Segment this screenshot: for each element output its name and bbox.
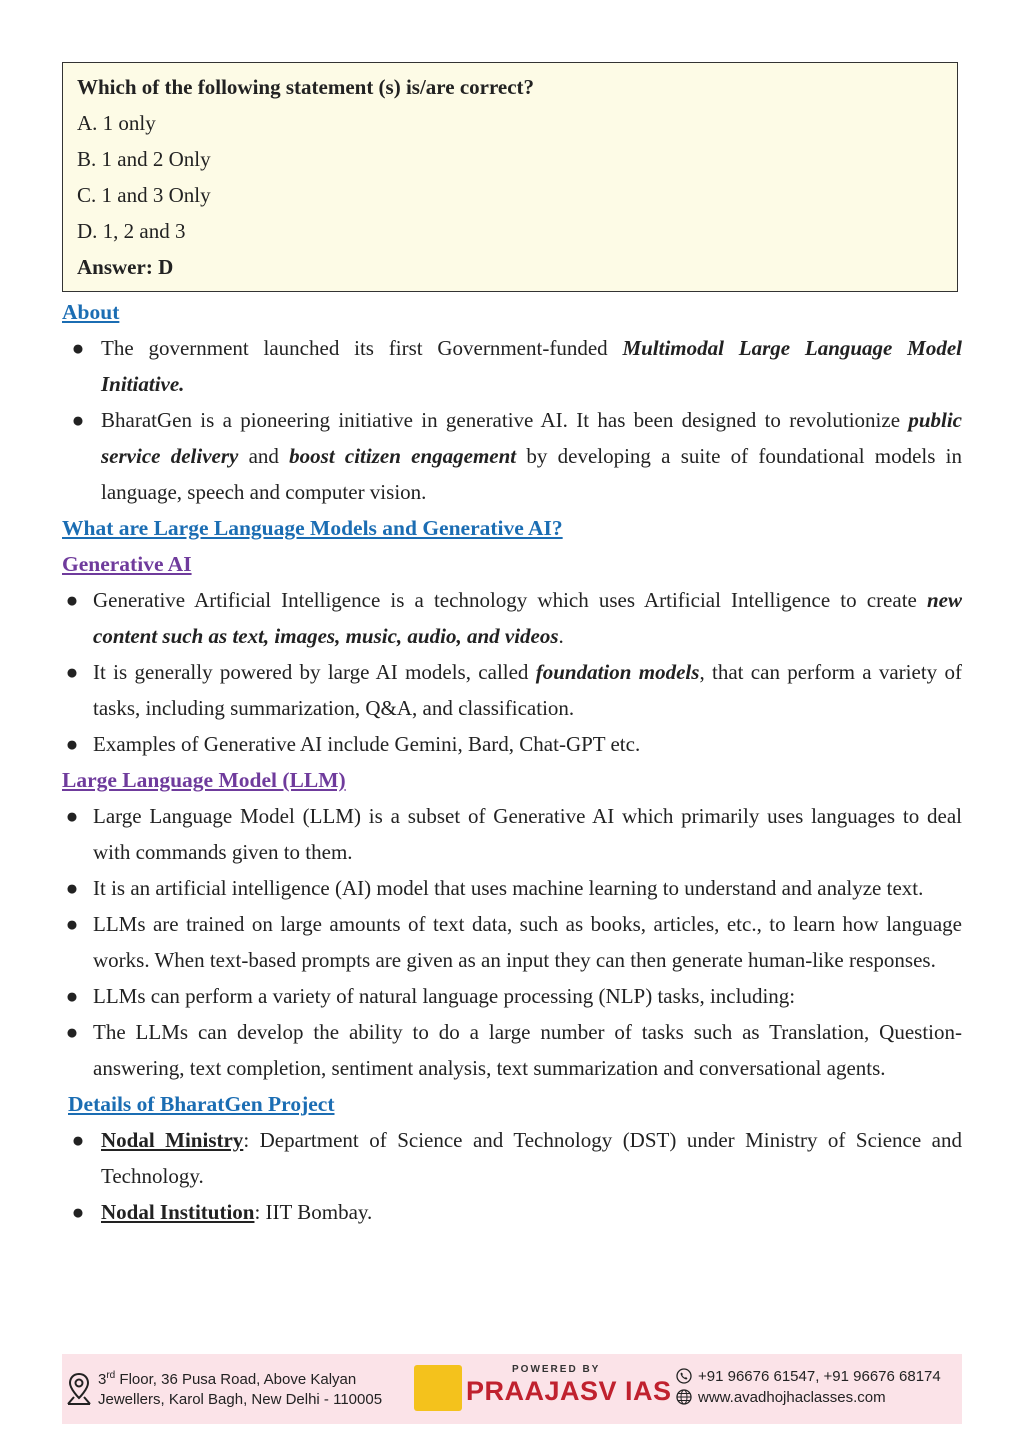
item-emphasis: new content such as text, images, music, audio, and videos [93,588,962,648]
item-text: The government launched its first Government-funded [101,336,623,360]
item-text: and [238,444,290,468]
item-text: LLMs are trained on large amounts of text data, such as books, articles, etc., to learn how language works. When text-based prompts are given as an input they can then generate human-like responses. [93,912,962,972]
list-item [62,870,962,906]
option-d: D. 1, 2 and 3 [77,219,186,243]
item-text: , that can perform a variety of tasks, including summarization, Q&A, and classification. [93,660,962,720]
address-line-2: Jewellers, Karol Bagh, New Delhi - 110005 [98,1391,383,1408]
address [98,1366,382,1410]
bullet-icon: ● [65,984,79,1008]
item-text: by developing a suite of foundational models in language, speech and computer vision. [101,444,963,504]
list-item [62,798,962,870]
item-label: Nodal Ministry [101,1128,244,1152]
list-item [62,402,962,510]
item-text: Examples of Generative AI include Gemini, Bard, Chat-GPT etc. [93,732,641,756]
bullet-icon: ● [71,408,85,432]
about-heading: About [62,300,120,324]
llm-genai-heading: What are Large Language Models and Generative AI? [62,516,563,540]
globe-icon [676,1389,692,1405]
list-item [62,1014,962,1086]
list-item [62,1194,962,1230]
phone-icon [676,1368,692,1384]
website-row [676,1387,941,1408]
item-emphasis: Multimodal Large Language Model Initiative. [101,336,962,396]
address-text: Floor, 36 Pusa Road, Above Kalyan [115,1371,357,1388]
bharatgen-heading: Details of BharatGen Project [68,1092,335,1116]
llm-heading: Large Language Model (LLM) [62,768,346,792]
item-emphasis: foundation models [535,660,700,684]
website-link[interactable]: www.avadhojhaclasses.com [698,1389,886,1406]
option-a: A. 1 only [77,111,156,135]
item-text: : IIT Bombay. [254,1200,373,1224]
bullet-icon: ● [65,1020,79,1044]
item-text: . [558,624,564,648]
item-emphasis: boost citizen engagement [289,444,517,468]
institute-logo [414,1365,462,1411]
contact-info [676,1366,941,1408]
about-list [62,330,962,510]
address-floor-number: 3 [98,1371,107,1388]
bullet-icon: ● [65,588,79,612]
item-text: The LLMs can develop the ability to do a large number of tasks such as Translation, Question-answering, text completion, sentiment analysis, text summarization and conversational agents. [93,1020,962,1080]
bullet-icon: ● [65,732,79,756]
phone-row [676,1366,941,1387]
bullet-icon: ● [65,804,79,828]
list-item [62,582,962,654]
article-body [62,294,962,1230]
item-text: It is an artificial intelligence (AI) model that uses machine learning to understand and analyze text. [93,876,924,900]
item-text: LLMs can perform a variety of natural language processing (NLP) tasks, including: [93,984,796,1008]
bullet-icon: ● [65,912,79,936]
genai-list [62,582,962,762]
bharatgen-list [62,1122,962,1230]
address-line-1 [98,1366,382,1390]
item-text: Generative Artificial Intelligence is a technology which uses Artificial Intelligence to create [93,588,927,612]
footer-band [62,1354,962,1424]
bullet-icon: ● [71,1200,85,1224]
bullet-icon: ● [65,660,79,684]
location-pin-icon [66,1372,92,1406]
option-c: C. 1 and 3 Only [77,183,211,207]
item-text: It is generally powered by large AI models, called [93,660,536,684]
question-box [62,62,958,292]
bullet-icon: ● [71,336,85,360]
item-emphasis: public service delivery [101,408,962,468]
llm-list [62,798,962,1086]
genai-heading: Generative AI [62,552,192,576]
list-item [62,978,962,1014]
item-label: Nodal Institution [101,1200,255,1224]
bullet-icon: ● [71,1128,85,1152]
bullet-icon: ● [65,876,79,900]
powered-by-label: POWERED BY [512,1364,601,1375]
list-item [62,654,962,726]
list-item [62,726,962,762]
answer: Answer: D [77,255,174,279]
address-superscript: rd [106,1370,116,1381]
phone-numbers[interactable]: +91 96676 61547, +91 96676 68174 [698,1368,941,1385]
brand-name: PRAAJASV IAS [466,1376,672,1406]
list-item [62,1122,962,1194]
option-b: B. 1 and 2 Only [77,147,211,171]
list-item [62,906,962,978]
list-item [62,330,962,402]
item-text: BharatGen is a pioneering initiative in generative AI. It has been designed to revolutionize [101,408,909,432]
question-prompt: Which of the following statement (s) is/are correct? [77,75,535,99]
item-text: Large Language Model (LLM) is a subset of Generative AI which primarily uses languages to deal with commands given to them. [93,804,962,864]
item-text: : Department of Science and Technology (DST) under Ministry of Science and Technology. [101,1128,962,1188]
